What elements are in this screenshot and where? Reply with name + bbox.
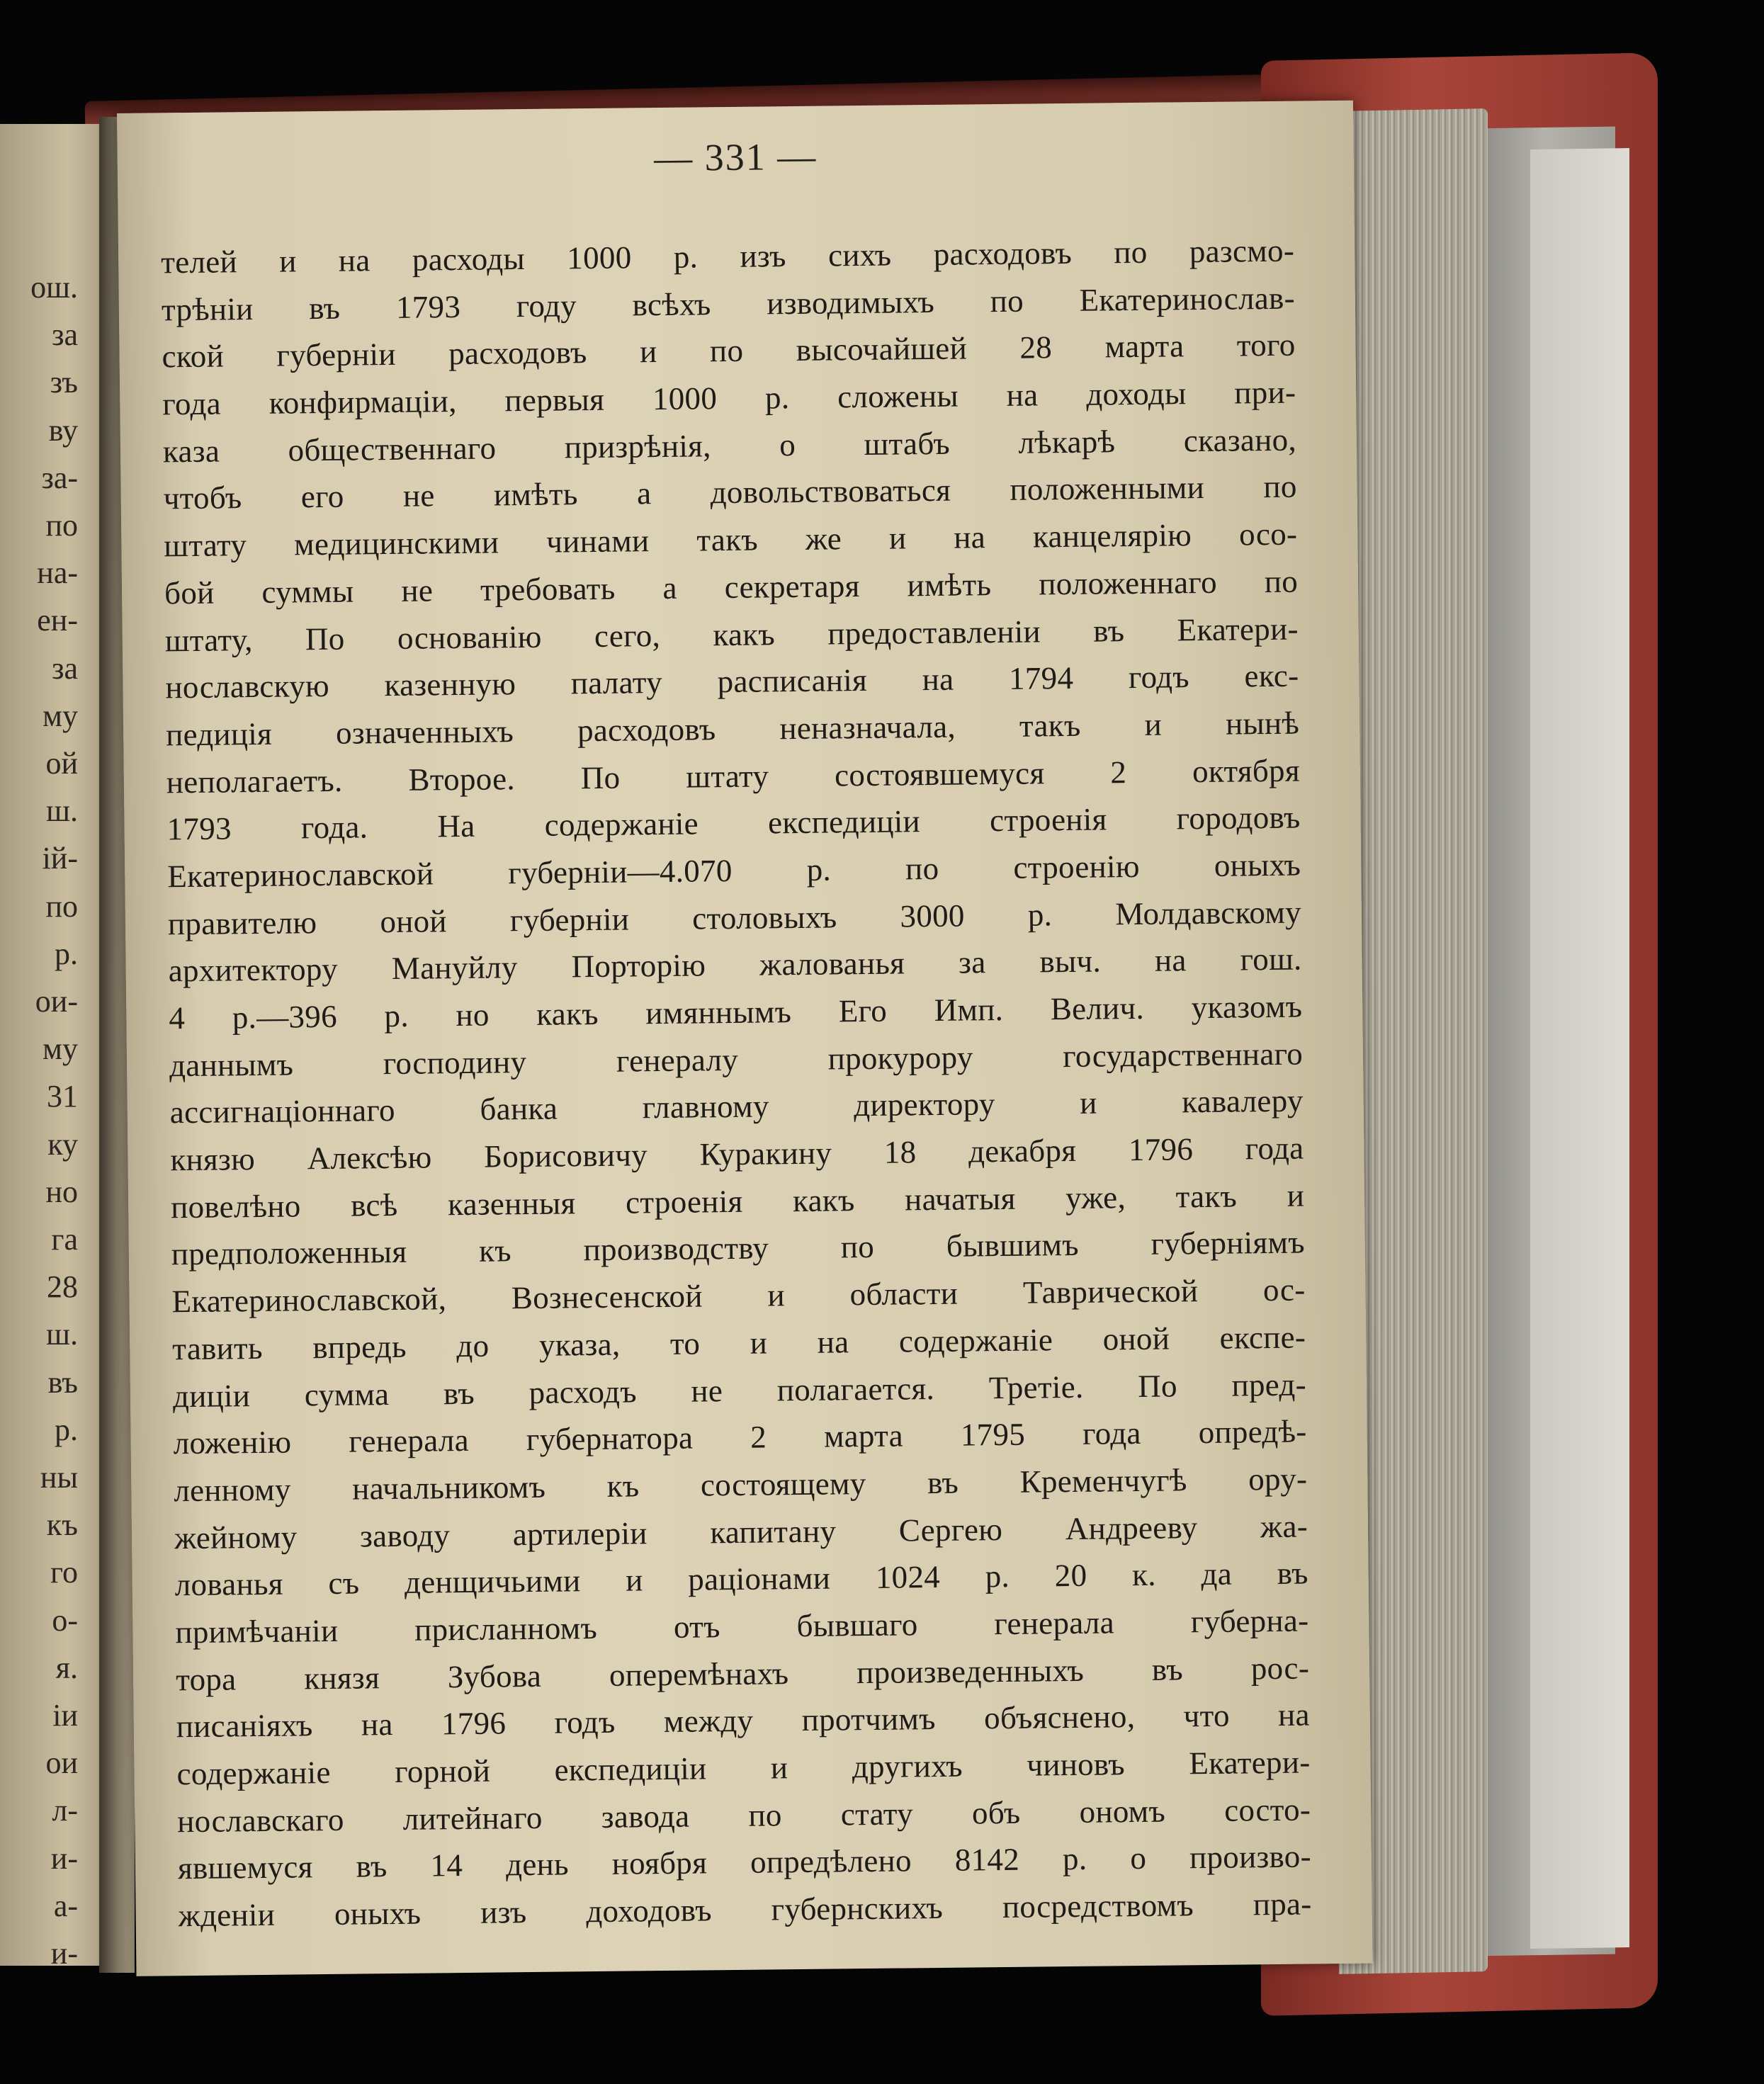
left-page-fragment: ку	[47, 1126, 78, 1162]
text-line: педиція означенныхъ расходовъ неназначала, такъ и нынѣ	[165, 705, 1300, 753]
left-page-fragment: и-	[50, 1840, 78, 1876]
text-line: ленному начальникомъ къ состоящему въ Кременчугѣ ору-	[174, 1461, 1308, 1509]
text-line: тора князя Зубова оперемѣнахъ произведенныхъ въ рос-	[175, 1650, 1310, 1697]
text-line: тавить впредь до указа, то и на содержаніе оной експе-	[172, 1319, 1306, 1367]
left-page-fragment: по	[45, 508, 78, 543]
left-page-fragment: въ	[47, 1364, 78, 1400]
left-page-fragment: за	[52, 317, 78, 353]
left-page-fragment: ош.	[30, 270, 78, 305]
text-line: трѣніи въ 1793 году всѣхъ изводимыхъ по Екатеринослав-	[161, 280, 1296, 328]
left-page-fragment: га	[51, 1222, 78, 1257]
text-line: примѣчаніи присланномъ отъ бывшаго генерала губерна-	[175, 1602, 1309, 1650]
left-page-fragment: ш.	[46, 1317, 78, 1352]
text-line: года конфирмаціи, первыя 1000 р. сложены на доходы при-	[162, 374, 1296, 422]
left-page-fragment: ву	[48, 412, 78, 448]
page-number: — 331 —	[653, 135, 818, 180]
text-line: повелѣно всѣ казенныя строенія какъ начатыя уже, такъ и	[170, 1177, 1305, 1225]
left-page-fragment: ой	[45, 746, 78, 781]
text-line: Екатеринославской губерніи—4.070 р. по строенію оныхъ	[167, 846, 1301, 895]
left-page-fragment: ш.	[46, 793, 78, 829]
text-line: 4 р.—396 р. но какъ имяннымъ Его Имп. Велич. указомъ	[169, 988, 1303, 1036]
page-body-text	[161, 227, 1312, 1939]
left-page-fragment: а-	[53, 1888, 78, 1923]
left-page-fragment: 28	[47, 1269, 78, 1305]
left-page-fragment: ои	[45, 1745, 78, 1781]
left-page-fragment: по	[45, 888, 78, 924]
text-line: даннымъ господину генералу прокурору государственнаго	[169, 1036, 1304, 1083]
text-line: лованья съ денщичьими и раціонами 1024 р. 20 к. да въ	[174, 1555, 1308, 1603]
left-page-fragment: р.	[55, 1412, 78, 1447]
left-page-fragment: іи	[52, 1698, 78, 1733]
left-page-fragment: ои-	[35, 984, 78, 1019]
text-line: правителю оной губерніи столовыхъ 3000 р. Молдавскому	[167, 894, 1302, 941]
text-line: телей и на расходы 1000 р. изъ сихъ расходовъ по разсмо-	[160, 232, 1295, 281]
left-page-fragment: р.	[55, 936, 78, 971]
text-line: каза общественнаго призрѣнія, о штабъ лѣкарѣ сказано,	[162, 421, 1297, 470]
left-page-fragment: и-	[50, 1936, 78, 1971]
left-page-fragment: 31	[47, 1079, 78, 1114]
left-facing-page	[0, 124, 113, 1971]
left-page-fragment: о-	[52, 1602, 78, 1638]
text-line: ложенію генерала губернатора 2 марта 1795 года опредѣ-	[173, 1413, 1307, 1461]
left-page-fragment: я.	[55, 1650, 78, 1685]
text-line: 1793 года. На содержаніе експедиціи строенія городовъ	[166, 799, 1301, 847]
left-page-fragment: му	[43, 698, 78, 733]
endpaper-sheet	[1530, 148, 1629, 1949]
left-page-fragment: за-	[41, 460, 78, 495]
text-line: штату медицинскими чинами такъ же и на канцелярію осо-	[164, 516, 1298, 564]
text-line: нославскаго литейнаго завода по стату объ ономъ состо-	[176, 1791, 1311, 1839]
left-page-fragment: на-	[37, 555, 78, 591]
text-line: явшемуся въ 14 день ноября опредѣлено 8142 р. о произво-	[177, 1838, 1312, 1886]
text-line: Екатеринославской, Вознесенской и области Таврической ос-	[171, 1272, 1306, 1320]
text-line: бой суммы не требовать а секретаря имѣть положеннаго по	[164, 563, 1299, 611]
left-page-fragment: ны	[40, 1460, 78, 1495]
text-line: штату, По основанію сего, какъ предоставленіи въ Екатери-	[164, 611, 1299, 658]
text-line: предположенныя къ производству по бывшимъ губерніямъ	[171, 1224, 1306, 1272]
text-line: чтобъ его не имѣть а довольствоваться положенными по	[163, 469, 1297, 516]
text-line: писаніяхъ на 1796 годъ между протчимъ объяснено, что на	[176, 1697, 1311, 1745]
left-page-fragment: но	[45, 1174, 78, 1209]
text-line: князю Алексѣю Борисовичу Куракину 18 декабря 1796 года	[170, 1130, 1304, 1178]
text-line: нославскую казенную палату расписанія на 1794 годъ екс-	[165, 657, 1299, 706]
left-page-fragment: къ	[46, 1507, 78, 1543]
text-line: ассигнаціоннаго банка главному директору и кавалеру	[169, 1082, 1304, 1131]
text-line: жденіи оныхъ изъ доходовъ губернскихъ посредствомъ пра-	[178, 1886, 1312, 1934]
text-line: диціи сумма въ расходъ не полагается. Третіе. По пред-	[172, 1366, 1307, 1414]
main-page	[117, 101, 1372, 1976]
left-page-fragment: ен-	[37, 603, 78, 638]
left-page-fragment: л-	[52, 1793, 78, 1828]
text-line: архитектору Мануйлу Порторію жалованья за выч. на гош.	[168, 941, 1302, 989]
left-page-fragment: го	[50, 1555, 78, 1590]
text-line: ской губерніи расходовъ и по высочайшей 28 марта того	[162, 327, 1296, 375]
left-page-fragment: му	[43, 1031, 78, 1067]
left-page-fragment: ій-	[42, 841, 78, 876]
text-line: жейному заводу артилеріи капитану Сергею Андрееву жа-	[174, 1508, 1308, 1556]
left-page-fragment: за	[52, 650, 78, 686]
text-line: содержаніе горной експедиціи и другихъ чиновъ Екатери-	[176, 1744, 1311, 1792]
left-page-fragment: зъ	[50, 365, 78, 400]
text-line: неполагаетъ. Второе. По штату состоявшемуся 2 октября	[166, 752, 1301, 800]
